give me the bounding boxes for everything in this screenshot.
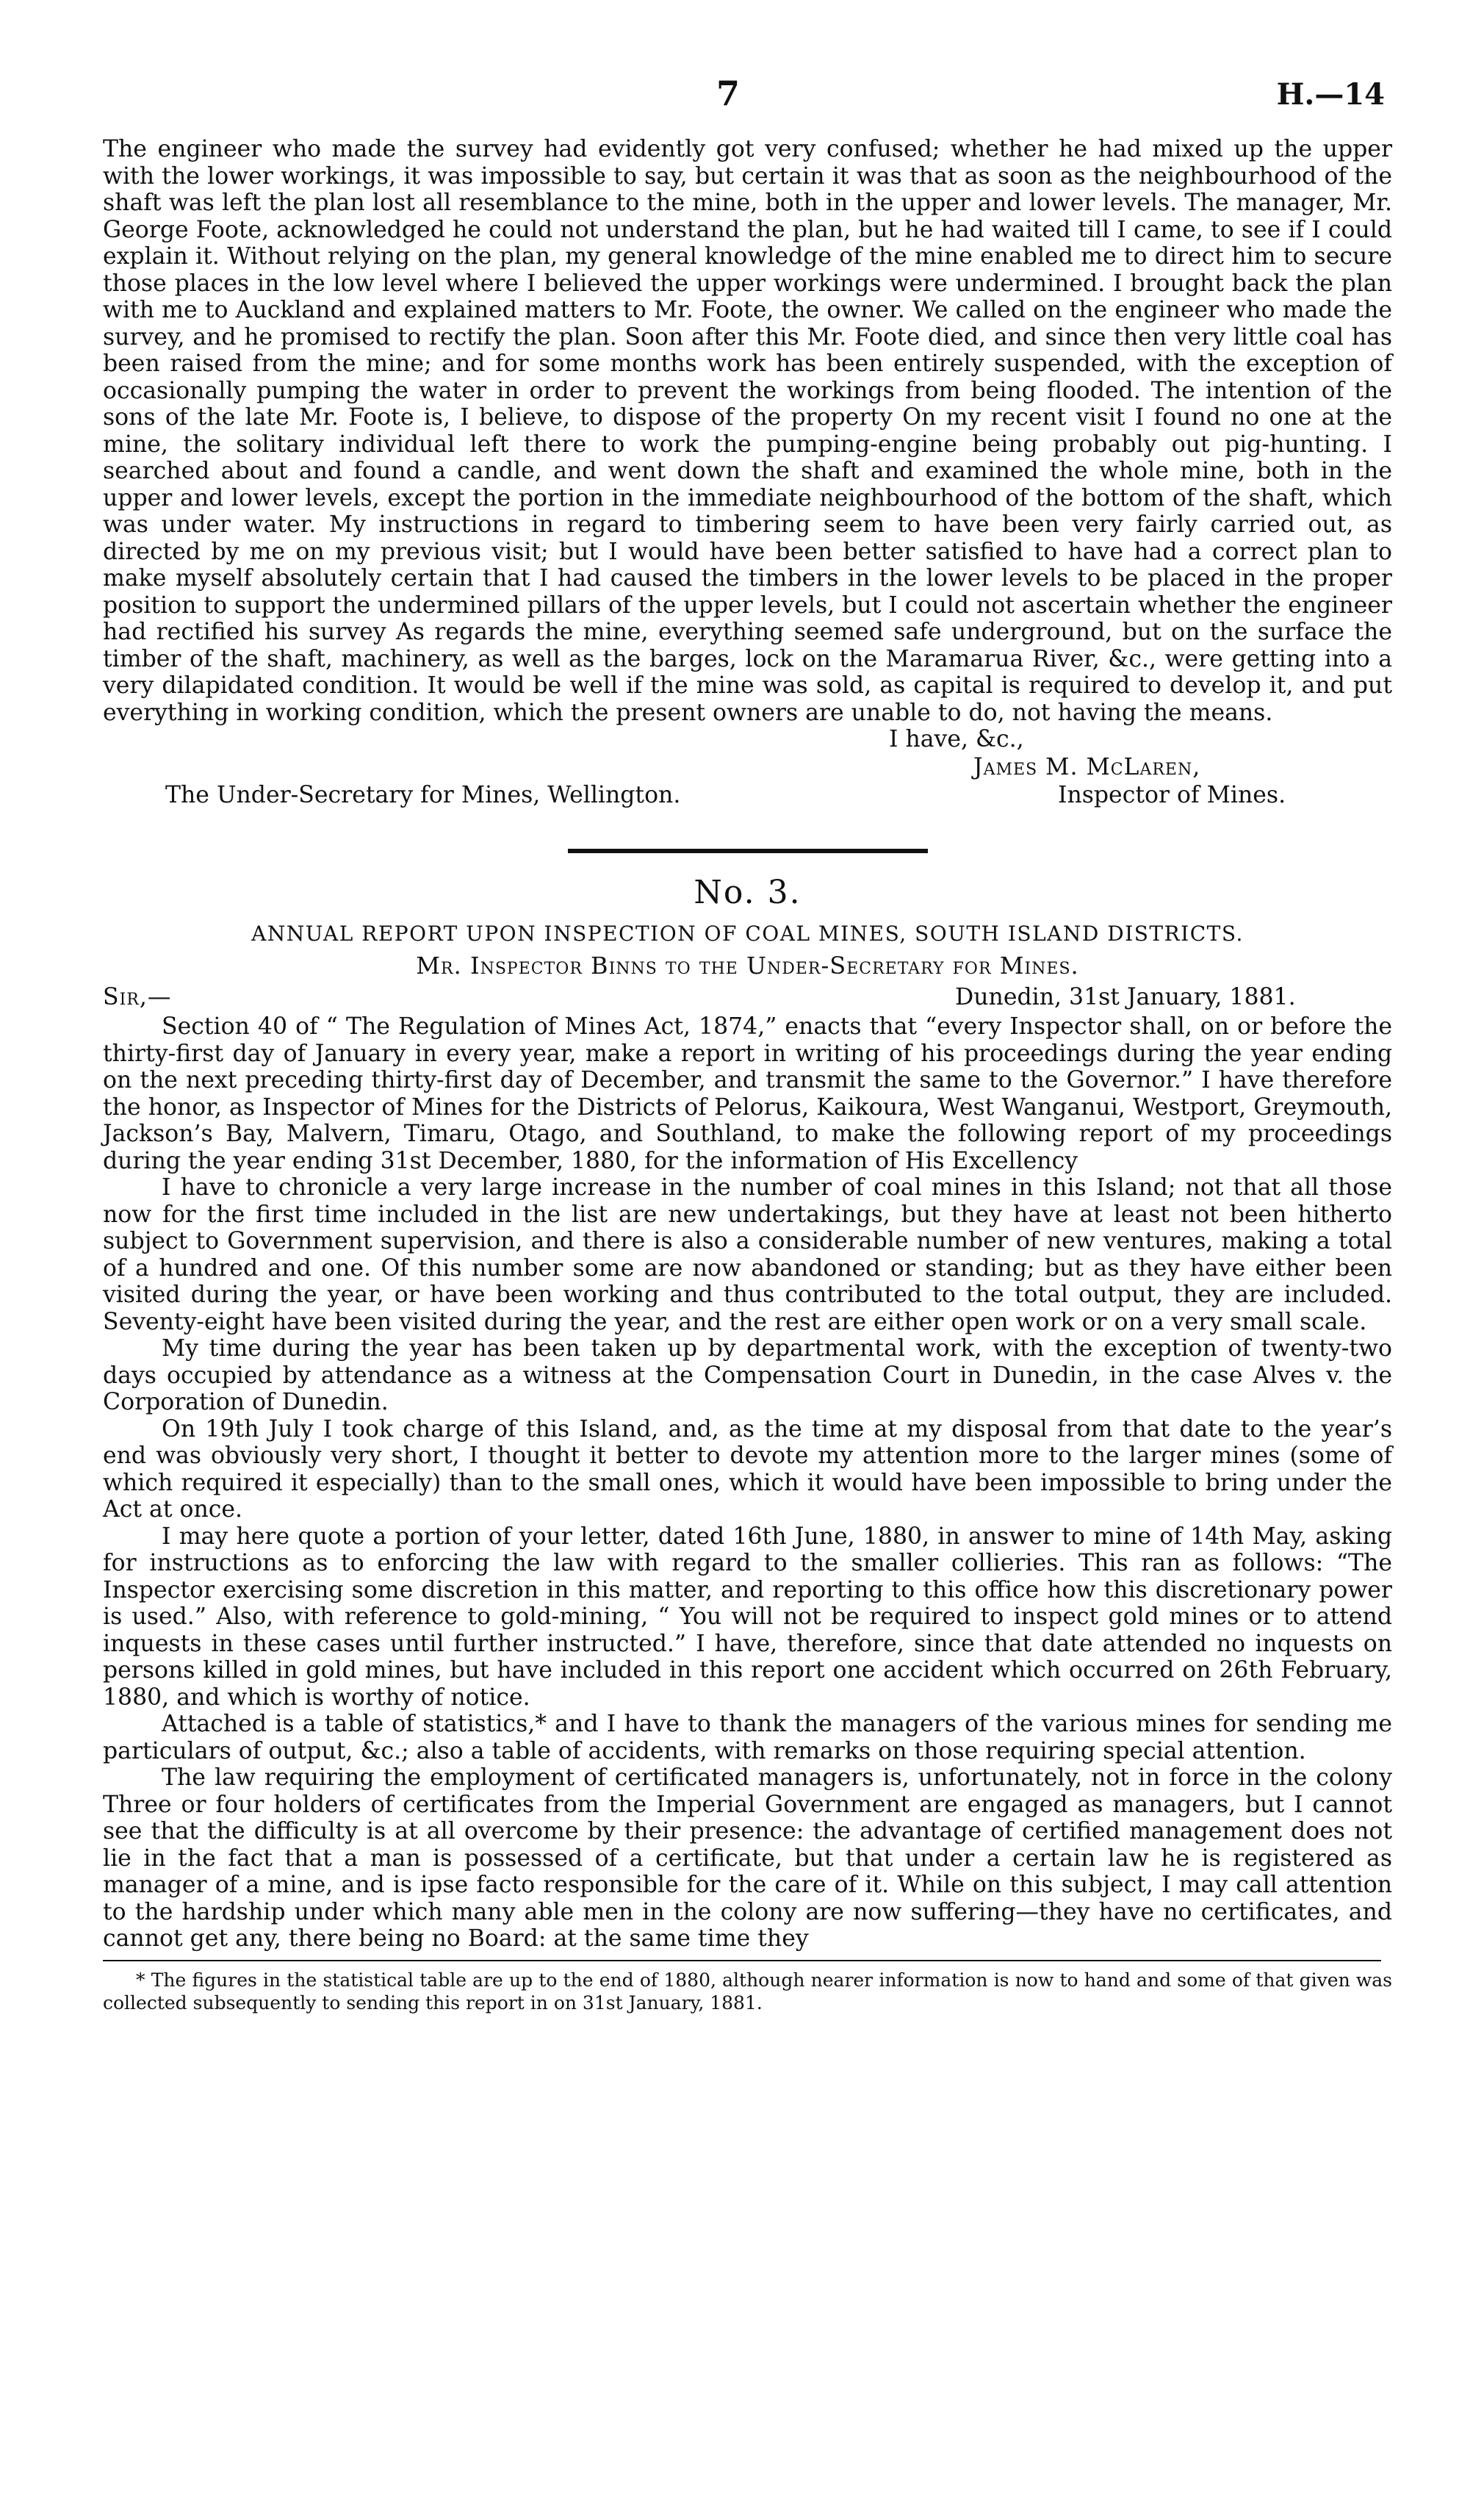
salutation: Sir,—	[103, 984, 172, 1010]
footnote: * The figures in the statistical table are up to the end of 1880, although nearer information is now to hand and some of that given was collected subsequently to sending this report in on 31st January, 1881.	[103, 1969, 1392, 2014]
document-reference: H.—14	[1276, 77, 1385, 112]
page-number: 7	[716, 73, 741, 113]
running-head	[103, 70, 1392, 136]
place-date: Dunedin, 31st January, 1881.	[955, 984, 1296, 1010]
footnote-rule	[103, 1960, 1381, 1961]
report-title: ANNUAL REPORT UPON INSPECTION OF COAL MINES, SOUTH ISLAND DISTRICTS.	[251, 922, 1244, 946]
closing: I have, &c.,	[889, 726, 1024, 752]
continuation-paragraph: The engineer who made the survey had evidently got very confused; whether he had mixed up the upper with the lower workings, it was impossible to say, but certain it was that as soon as the neighbourhood of the shaft was left the plan lost all resemblance to the mine, both in the upper and lower levels. The manager, Mr. George Foote, acknowledged he could not understand the plan, but he had waited till I came, to see if I could explain it. Without relying on the plan, my general knowledge of the mine enabled me to direct him to secure those places in the low level where I believed the upper workings were undermined. I brought back the plan with me to Auckland and explained matters to Mr. Foote, the owner. We called on the engineer who made the survey, and he promised to rectify the plan. Soon after this Mr. Foote died, and since then very little coal has been raised from the mine; and for some months work has been entirely suspended, with the exception of occasionally pumping the water in order to prevent the workings from being flooded. The intention of the sons of the late Mr. Foote is, I believe, to dispose of the property On my recent visit I found no one at the mine, the solitary individual left there to work the pumping-engine being probably out pig-hunting. I searched about and found a candle, and went down the shaft and examined the whole mine, both in the upper and lower levels, except the portion in the immediate neighbourhood of the bottom of the shaft, which was under water. My instructions in regard to timbering seem to have been very fairly carried out, as directed by me on my previous visit; but I would have been better satisfied to have had a correct plan to make myself absolutely certain that I had caused the timbers in the lower levels to be placed in the proper position to support the undermined pillars of the upper levels, but I could not ascertain whether the engineer had rectified his survey As regards the mine, everything seemed safe underground, but on the surface the timber of the shaft, machinery, as well as the barges, lock on the Maramarua River, &c., were getting into a very dilapidated condition. It would be well if the mine was sold, as capital is required to develop it, and put everything in working condition, which the present owners are unable to do, not having the means.	[103, 136, 1392, 726]
signoff-block	[103, 726, 1392, 811]
report-paragraph-4: On 19th July I took charge of this Island, and, as the time at my disposal from that date to the year’s end was obviously very short, I thought it better to devote my attention more to the larger mines (some of which required it especially) than to the small ones, which it would have been impossible to bring under the Act at once.	[103, 1415, 1392, 1523]
section-divider	[568, 849, 928, 853]
report-number: No. 3.	[694, 874, 802, 911]
signatory-name: James M. McLaren,	[973, 754, 1201, 780]
report-paragraph-5: I may here quote a portion of your letter, dated 16th June, 1880, in answer to mine of 14th May, asking for instructions as to enforcing the law with regard to the smaller collieries. This ran as follows: “The Inspector exercising some discretion in this matter, and reporting to this office how this discretionary power is used.” Also, with reference to gold-mining, “ You will not be required to inspect gold mines or to attend inquests in these cases until further instructed.” I have, therefore, since that date attended no inquests on persons killed in gold mines, but have included in this report one accident which occurred on 26th February, 1880, and which is worthy of notice.	[103, 1523, 1392, 1711]
page	[103, 70, 1392, 2014]
report-paragraph-7: The law requiring the employment of certificated managers is, unfortunately, not in force in the colony Three or four holders of certificates from the Imperial Government are engaged as managers, but I cannot see that the difficulty is at all overcome by their presence: the advantage of certified management does not lie in the fact that a man is possessed of a certificate, but that under a certain law he is registered as manager of a mine, and is ipse facto responsible for the care of it. While on this subject, I may call attention to the hardship under which many able men in the colony are now suffering—they have no certificates, and cannot get any, there being no Board: at the same time they	[103, 1764, 1392, 1952]
report-paragraph-2: I have to chronicle a very large increase in the number of coal mines in this Island; not that all those now for the first time included in the list are new undertakings, but they have at least not been hitherto subject to Government supervision, and there is also a considerable number of new ventures, making a total of a hundred and one. Of this number some are now abandoned or standing; but as they have either been visited during the year, or have been working and thus contributed to the total output, they are included. Seventy-eight have been visited during the year, and the rest are either open work or on a very small scale.	[103, 1174, 1392, 1335]
report-paragraph-6: Attached is a table of statistics,* and I have to thank the managers of the various mines for sending me particulars of output, &c.; also a table of accidents, with remarks on those requiring special attention.	[103, 1711, 1392, 1764]
report-from-line: Mr. Inspector Binns to the Under-Secretary for Mines.	[416, 952, 1079, 980]
addressee: The Under-Secretary for Mines, Wellington.	[165, 782, 681, 808]
salutation-line	[103, 984, 1392, 1013]
report-paragraph-1: Section 40 of “ The Regulation of Mines Act, 1874,” enacts that “every Inspector shall, on or before the thirty-first day of January in every year, make a report in writing of his proceedings during the year ending on the next preceding thirty-first day of December, and transmit the same to the Governor.” I have therefore the honor, as Inspector of Mines for the Districts of Pelorus, Kaikoura, West Wanganui, Westport, Greymouth, Jackson’s Bay, Malvern, Timaru, Otago, and Southland, to make the following report of my proceedings during the year ending 31st December, 1880, for the information of His Excellency	[103, 1013, 1392, 1174]
signatory-title: Inspector of Mines.	[1058, 782, 1286, 808]
report-paragraph-3: My time during the year has been taken up by departmental work, with the exception of twenty-two days occupied by attendance as a witness at the Compensation Court in Dunedin, in the case Alves v. the Corporation of Dunedin.	[103, 1335, 1392, 1415]
